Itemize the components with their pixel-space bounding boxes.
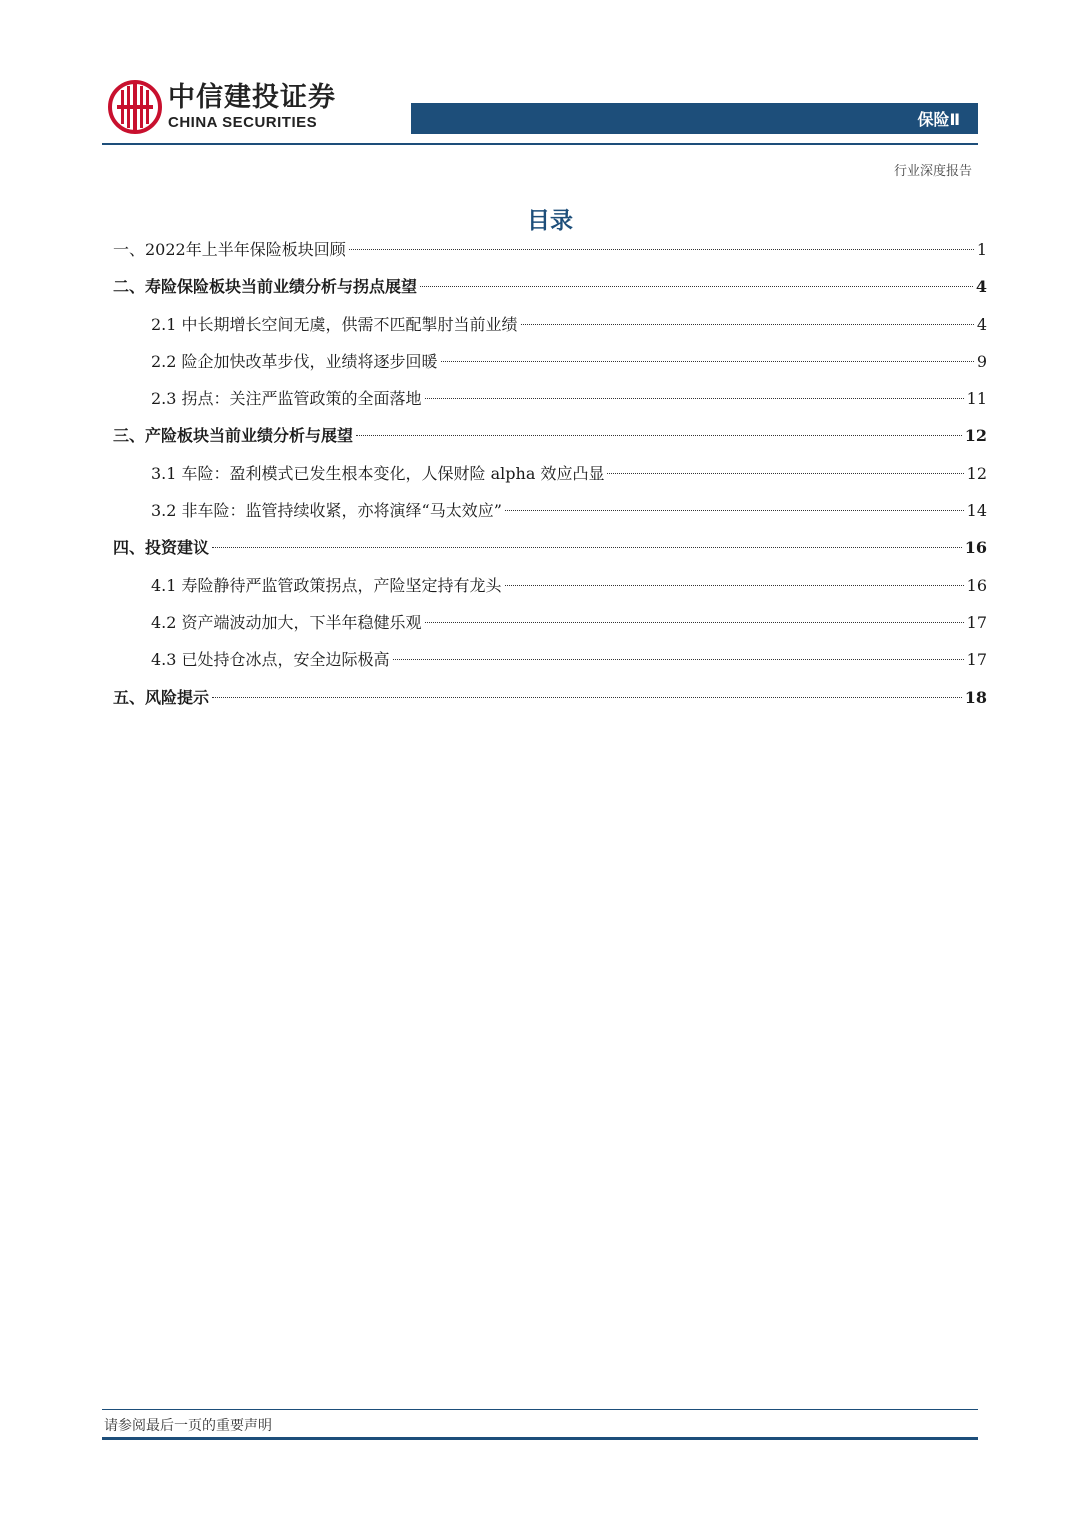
toc-subentry[interactable] xyxy=(113,604,987,641)
toc-entry-label: 4.3 已处持仓冰点，安全边际极高 xyxy=(151,650,390,670)
china-securities-emblem-icon xyxy=(108,80,162,134)
toc-entry-page: 17 xyxy=(966,612,987,632)
toc-subentry[interactable] xyxy=(113,306,987,343)
toc-subentry[interactable] xyxy=(113,380,987,417)
toc-entry-page: 11 xyxy=(966,389,987,409)
toc-leader-dots xyxy=(212,547,962,548)
toc-entry-page: 18 xyxy=(964,687,987,707)
toc-leader-dots xyxy=(425,398,964,399)
table-of-contents xyxy=(113,231,987,716)
toc-leader-dots xyxy=(425,622,964,623)
toc-entry-page: 4 xyxy=(975,277,987,297)
toc-entry[interactable] xyxy=(113,268,987,305)
toc-entry[interactable] xyxy=(113,529,987,566)
toc-entry-label: 2.1 中长期增长空间无虞，供需不匹配掣肘当前业绩 xyxy=(151,314,518,334)
toc-entry-label: 五、风险提示 xyxy=(113,687,210,707)
toc-entry-label: 三、产险板块当前业绩分析与展望 xyxy=(113,426,354,446)
toc-subentry[interactable] xyxy=(113,455,987,492)
toc-entry-page: 1 xyxy=(976,240,987,259)
toc-entry[interactable] xyxy=(113,417,987,454)
toc-entry-label: 4.1 寿险静待严监管政策拐点，产险坚定持有龙头 xyxy=(151,575,502,595)
toc-subentry[interactable] xyxy=(113,567,987,604)
sector-banner xyxy=(411,103,978,134)
disclaimer-note: 请参阅最后一页的重要声明 xyxy=(104,1418,272,1434)
header-divider xyxy=(102,143,978,145)
toc-entry-page: 17 xyxy=(966,650,987,670)
toc-entry-label: 二、寿险保险板块当前业绩分析与拐点展望 xyxy=(113,277,418,297)
toc-subentry[interactable] xyxy=(113,343,987,380)
toc-leader-dots xyxy=(393,659,964,660)
toc-entry-page: 4 xyxy=(976,314,987,334)
toc-leader-dots xyxy=(349,249,974,250)
logo-chinese-name: 中信建投证券 xyxy=(168,82,336,113)
toc-entry-page: 9 xyxy=(976,351,987,371)
toc-entry-label: 3.1 车险：盈利模式已发生根本变化，人保财险 alpha 效应凸显 xyxy=(151,463,605,483)
toc-entry-page: 16 xyxy=(966,575,987,595)
toc-leader-dots xyxy=(607,473,963,474)
toc-subentry[interactable] xyxy=(113,492,987,529)
toc-entry[interactable] xyxy=(113,231,987,268)
toc-entry-label: 2.3 拐点：关注严监管政策的全面落地 xyxy=(151,389,422,409)
toc-entry-label: 一、2022年上半年保险板块回顾 xyxy=(113,240,346,259)
report-type-label: 行业深度报告 xyxy=(893,164,972,179)
logo-english-name: CHINA SECURITIES xyxy=(168,114,318,131)
footer-divider-thin xyxy=(102,1409,978,1410)
toc-entry-page: 14 xyxy=(966,501,987,521)
toc-entry-label: 2.2 险企加快改革步伐，业绩将逐步回暖 xyxy=(151,351,438,371)
footer-divider-thick xyxy=(102,1437,978,1440)
toc-entry[interactable] xyxy=(113,679,987,716)
toc-entry-label: 四、投资建议 xyxy=(113,538,210,558)
toc-entry-label: 3.2 非车险：监管持续收紧，亦将演绎“马太效应” xyxy=(151,501,502,521)
toc-leader-dots xyxy=(505,585,964,586)
toc-entry-page: 12 xyxy=(966,463,987,483)
toc-leader-dots xyxy=(212,697,962,698)
toc-entry-page: 12 xyxy=(964,426,987,446)
toc-title: 目录 xyxy=(527,208,573,234)
toc-leader-dots xyxy=(505,510,964,511)
toc-leader-dots xyxy=(420,286,973,287)
toc-leader-dots xyxy=(356,435,962,436)
toc-leader-dots xyxy=(441,361,974,362)
company-logo xyxy=(108,80,336,134)
toc-entry-label: 4.2 资产端波动加大，下半年稳健乐观 xyxy=(151,612,422,632)
toc-leader-dots xyxy=(521,324,974,325)
toc-subentry[interactable] xyxy=(113,641,987,678)
sector-label: 保险Ⅱ xyxy=(917,110,960,129)
toc-entry-page: 16 xyxy=(964,538,987,558)
